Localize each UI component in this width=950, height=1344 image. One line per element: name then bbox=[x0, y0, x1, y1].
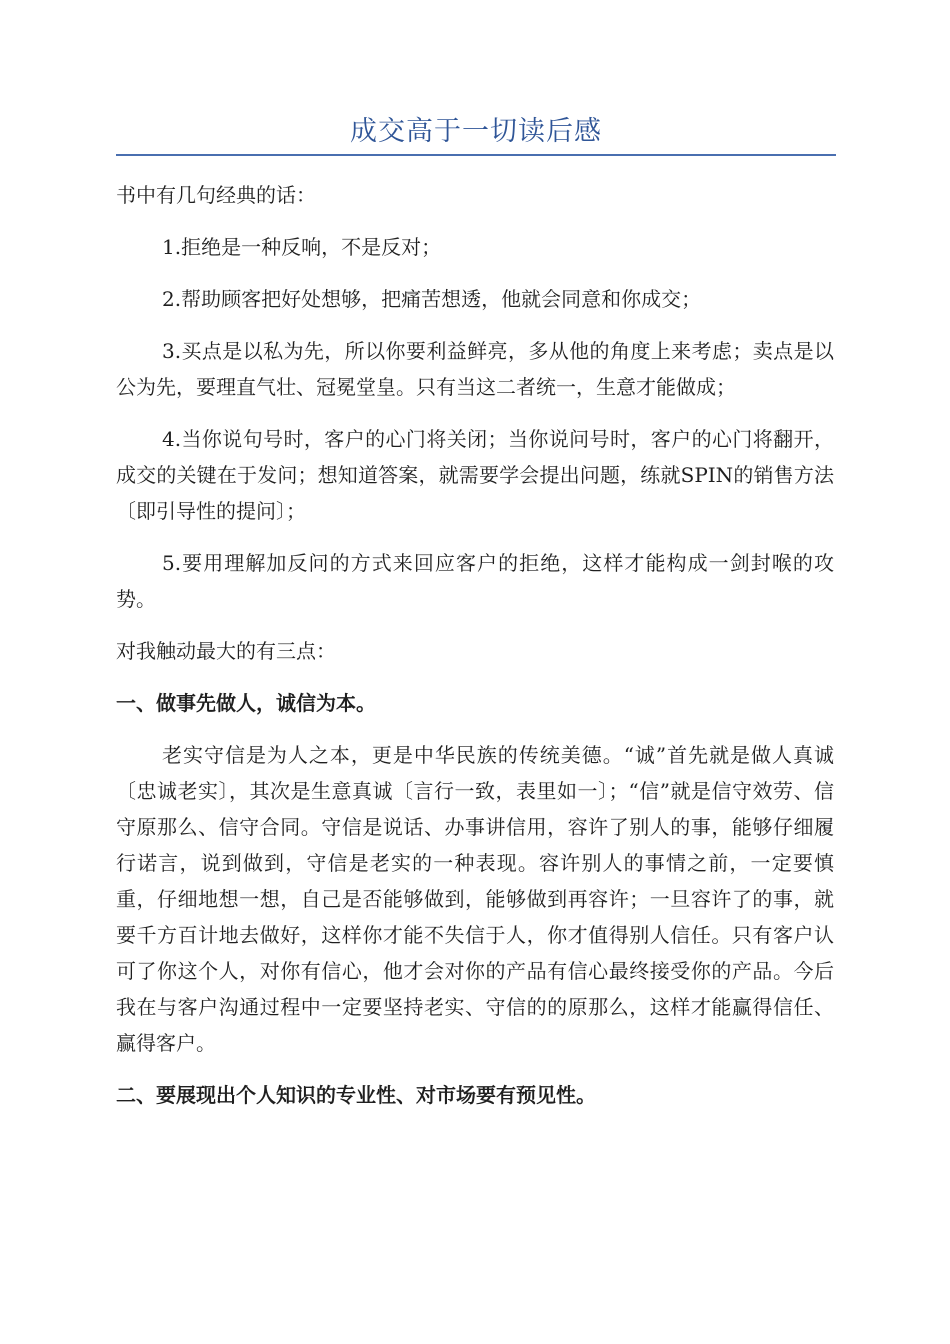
point1-body: 老实守信是为人之本，更是中华民族的传统美德。“诚”首先就是做人真诚〔忠诚老实〕，其次是生意真诚〔言行一致，表里如一〕；“信”就是信守效劳、信守原那么、信守合同。守信是说话、办事讲信用，容许了别人的事，能够仔细履行诺言，说到做到，守信是老实的一种表现。容许别人的事情之前，一定要慎重，仔细地想一想，自己是否能够做到，能够做到再容许；一旦容许了的事，就要千方百计地去做好，这样你才能不失信于人，你才值得别人信任。只有客户认可了你这个人，对你有信心，他才会对你的产品有信心最终接受你的产品。今后我在与客户沟通过程中一定要坚持老实、守信的的原那么，这样才能赢得信任、赢得客户。 bbox=[116, 743, 834, 1055]
quote-item-2: 2.帮助顾客把好处想够，把痛苦想透，他就会同意和你成交； bbox=[162, 287, 702, 311]
point2-heading: 二、要展现出个人知识的专业性、对市场要有预见性。 bbox=[116, 1083, 596, 1107]
quote-item-4: 4.当你说句号时，客户的心门将关闭；当你说问号时，客户的心门将翻开，成交的关键在于发问；想知道答案，就需要学会提出问题，练就SPIN的销售方法〔即引导性的提问〕； bbox=[116, 427, 834, 523]
page-title: 成交高于一切读后感 bbox=[350, 116, 602, 147]
quote-item-3: 3.买点是以私为先，所以你要利益鲜亮，多从他的角度上来考虑；卖点是以公为先，要理直气壮、冠冕堂皇。只有当这二者统一，生意才能做成； bbox=[116, 339, 834, 399]
title-divider bbox=[116, 154, 836, 156]
quote-item-1: 1.拒绝是一种反响，不是反对； bbox=[162, 235, 442, 259]
point1-heading: 一、做事先做人，诚信为本。 bbox=[116, 691, 376, 715]
intro-paragraph: 书中有几句经典的话： bbox=[116, 183, 316, 207]
document-body bbox=[116, 177, 834, 1129]
quote-item-5: 5.要用理解加反问的方式来回应客户的拒绝，这样才能构成一剑封喉的攻势。 bbox=[116, 551, 834, 611]
touch-intro-paragraph: 对我触动最大的有三点： bbox=[116, 639, 336, 663]
